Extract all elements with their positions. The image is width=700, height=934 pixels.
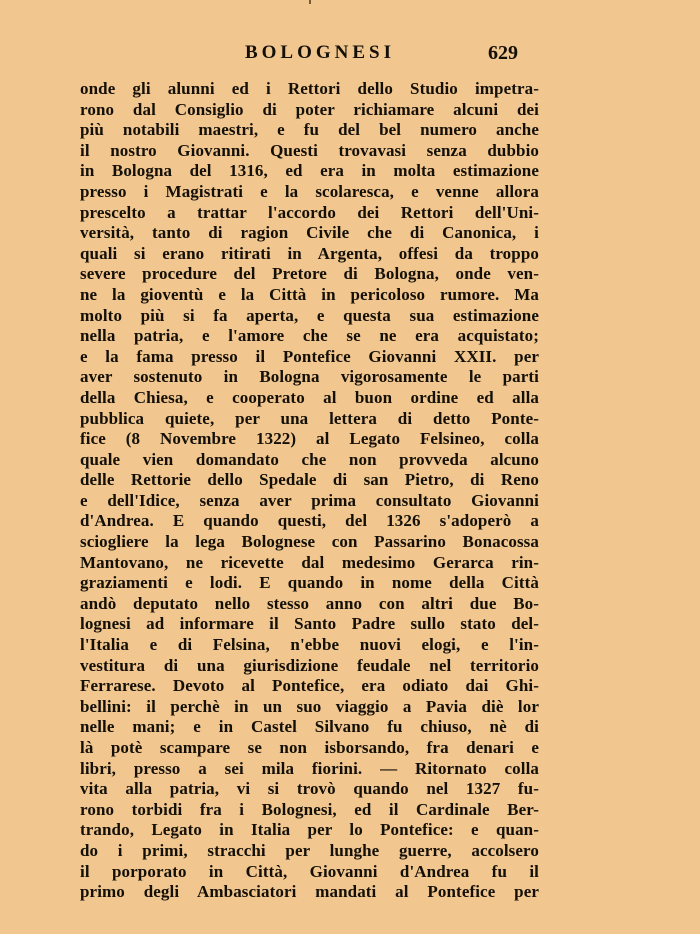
text-line: d'Andrea. E quando questi, del 1326 s'adoperò a: [80, 511, 539, 531]
scan-mark: [309, 0, 311, 4]
text-line: onde gli alunni ed i Rettori dello Studio impetra-: [80, 79, 539, 98]
page-number: 629: [488, 42, 518, 64]
text-line: ne la gioventù e la Città in pericoloso rumore. Ma: [80, 284, 539, 304]
text-line: molto più si fa aperta, e questa sua estimazione: [80, 305, 539, 325]
text-line: trando, Legato in Italia per lo Pontefice: e quan-: [80, 820, 539, 840]
text-line: versità, tanto di ragion Civile che di Canonica, i: [80, 223, 539, 243]
body-text: [80, 79, 539, 903]
text-line: primo degli Ambasciatori mandati al Pontefice per: [80, 882, 539, 902]
text-line: severe procedure del Pretore di Bologna, onde ven-: [80, 264, 539, 284]
text-line: prescelto a trattar l'accordo dei Rettori dell'Uni-: [80, 202, 539, 222]
text-line: bellini: il perchè in un suo viaggio a Pavia diè lor: [80, 696, 539, 716]
text-line: vita alla patria, vi si trovò quando nel 1327 fu-: [80, 779, 539, 799]
text-line: rono torbidi fra i Bolognesi, ed il Cardinale Ber-: [80, 799, 539, 819]
text-line: graziamenti e lodi. E quando in nome della Città: [80, 573, 539, 593]
text-line: aver sostenuto in Bologna vigorosamente le parti: [80, 367, 539, 387]
text-line: quale vien domandato che non provveda alcuno: [80, 449, 539, 469]
text-line: in Bologna del 1316, ed era in molta estimazione: [80, 161, 539, 181]
text-line: Ferrarese. Devoto al Pontefice, era odiato dai Ghi-: [80, 676, 539, 696]
text-line: andò deputato nello stesso anno con altri due Bo-: [80, 593, 539, 613]
text-line: e dell'Idice, senza aver prima consultato Giovanni: [80, 490, 539, 510]
text-line: e la fama presso il Pontefice Giovanni XXII. per: [80, 346, 539, 366]
text-line: della Chiesa, e cooperato al buon ordine ed alla: [80, 387, 539, 407]
text-line: libri, presso a sei mila fiorini. — Ritornato colla: [80, 758, 539, 778]
text-line: il porporato in Città, Giovanni d'Andrea fu il: [80, 861, 539, 881]
text-line: do i primi, stracchi per lunghe guerre, accolsero: [80, 840, 539, 860]
text-line: là potè scampare se non isborsando, fra denari e: [80, 738, 539, 757]
text-line: l'Italia e di Felsina, n'ebbe nuovi elogi, e l'in-: [80, 635, 539, 655]
text-line: pubblica quiete, per una lettera di detto Ponte-: [80, 408, 539, 428]
running-title: BOLOGNESI: [244, 42, 396, 63]
text-line: più notabili maestri, e fu del bel numero anche: [80, 120, 539, 140]
text-line: fice (8 Novembre 1322) al Legato Felsineo, colla: [80, 429, 539, 449]
text-line: delle Rettorie dello Spedale di san Pietro, di Reno: [80, 470, 539, 490]
text-line: vestitura di una giurisdizione feudale nel territorio: [80, 655, 539, 675]
text-line: il nostro Giovanni. Questi trovavasi senza dubbio: [80, 140, 539, 160]
text-line: lognesi ad informare il Santo Padre sullo stato del-: [80, 614, 539, 634]
text-line: sciogliere la lega Bolognese con Passarino Bonacossa: [80, 532, 539, 552]
text-line: Mantovano, ne ricevette dal medesimo Gerarca rin-: [80, 552, 539, 572]
text-line: nella patria, e l'amore che se ne era acquistato;: [80, 326, 539, 346]
text-line: rono dal Consiglio di poter richiamare alcuni dei: [80, 99, 539, 119]
text-line: quali si erano ritirati in Argenta, offesi da troppo: [80, 243, 539, 263]
running-head: [80, 42, 540, 66]
text-line: presso i Magistrati e la scolaresca, e venne allora: [80, 181, 539, 201]
text-line: nelle mani; e in Castel Silvano fu chiuso, nè di: [80, 717, 539, 737]
